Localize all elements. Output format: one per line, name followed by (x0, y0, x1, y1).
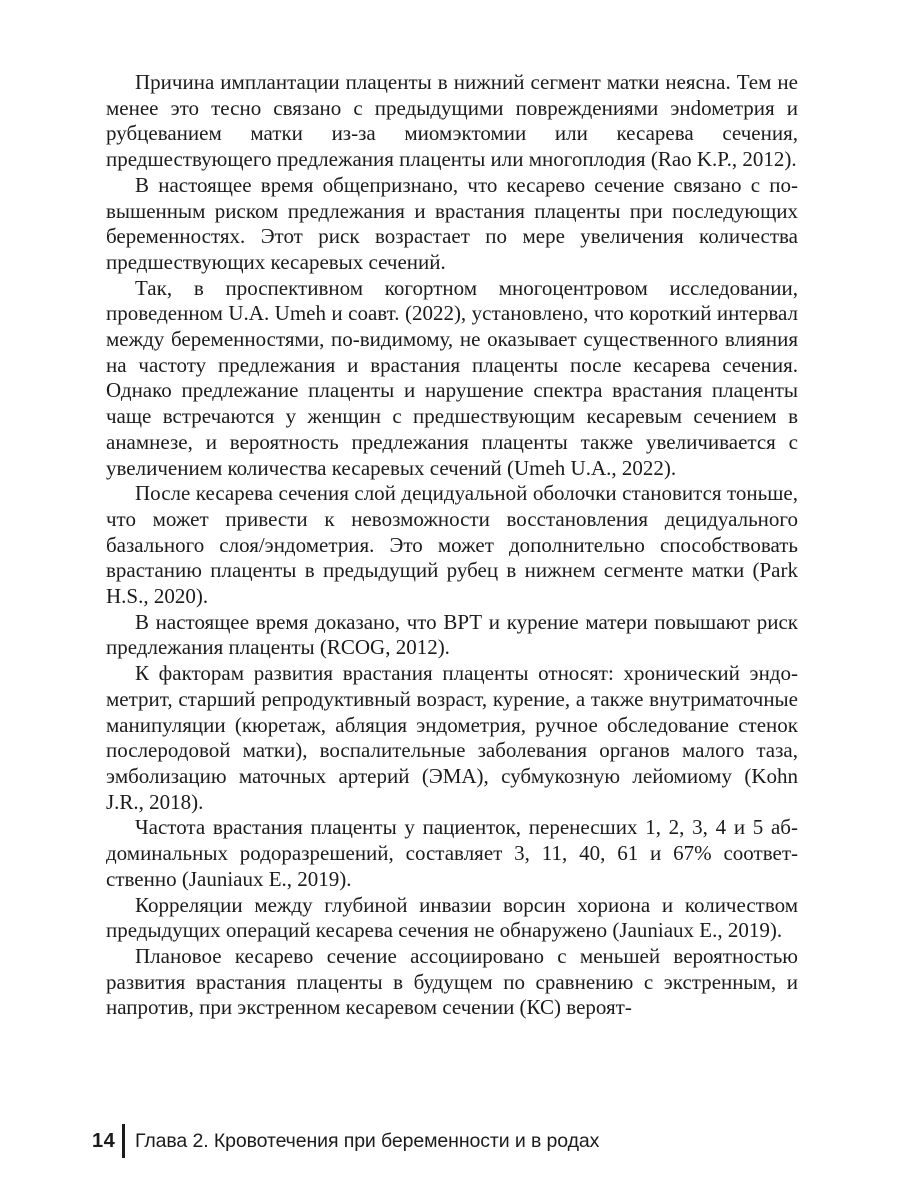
paragraph: Частота врастания плаценты у пациенток, перенесших 1, 2, 3, 4 и 5 абдоминальных родоразрешений, составляет 3, 11, 40, 61 и 67% соответственно (Jauniaux E., 2019). (106, 815, 798, 891)
paragraph: В настоящее время общепризнано, что кесарево сечение связано с повышенным риском предлежания и врастания плаценты при последующих беременностях. Этот риск возрастает по мере увеличения количества предшествующих кесаревых сечений. (106, 172, 798, 274)
page-body (106, 70, 798, 1021)
paragraph: Так, в проспективном когортном многоцентровом исследовании, проведенном U.A. Umeh и соавт. (2022), установлено, что короткий интервал между беременностями, по-видимому, не оказывает существенного влияния на частоту предлежания и врастания плаценты после кесарева сечения. Однако предлежание плаценты и нарушение спектра врастания плаценты чаще встречаются у женщин с предшествующим кесаревым сечением в анамнезе, и вероятность предлежания плаценты также увеличивается с увеличением количества кесаревых сечений (Umeh U.A., 2022). (106, 275, 798, 480)
page-footer (92, 1124, 599, 1158)
paragraph: Причина имплантации плаценты в нижний сегмент матки неясна. Тем не менее это тесно связано с предыдущими повреждениями энdометрия и рубцеванием матки из-за миомэктомии или кесарева сечения, предшествующего предлежания плаценты или многоплодия (Rao K.P., 2012). (106, 70, 798, 172)
paragraph: Корреляции между глубиной инвазии ворсин хориона и количеством предыдущих операций кесарева сечения не обнаружено (Jauniaux E., 2019). (106, 892, 798, 943)
paragraph: После кесарева сечения слой децидуальной оболочки становится тоньше, что может привести к невозможности восстановления децидуального базального слоя/эндометрия. Это может дополнительно способствовать врастанию плаценты в предыдущий рубец в нижнем сегменте матки (Park H.S., 2020). (106, 481, 798, 609)
page-number: 14 (92, 1129, 116, 1152)
paragraph: К факторам развития врастания плаценты относят: хронический эндометрит, старший репродуктивный возраст, курение, а также внутриматочные манипуляции (кюретаж, абляция эндометрия, ручное обследование стенок послеродовой матки), воспалительные заболевания органов малого таза, эмболизацию маточных артерий (ЭМА), субмукозную лейомиому (Kohn J.R., 2018). (106, 661, 798, 814)
paragraph: Плановое кесарево сечение ассоциировано с меньшей вероятностью развития врастания плаценты в будущем по сравнению с экстренным, и напротив, при экстренном кесаревом сечении (КС) вероят- (106, 943, 798, 1020)
footer-divider (122, 1124, 125, 1158)
running-chapter-title: Глава 2. Кровотечения при беременности и в родах (135, 1129, 600, 1152)
paragraph: В настоящее время доказано, что ВРТ и курение матери повышают риск предлежания плаценты (RCOG, 2012). (106, 609, 798, 660)
